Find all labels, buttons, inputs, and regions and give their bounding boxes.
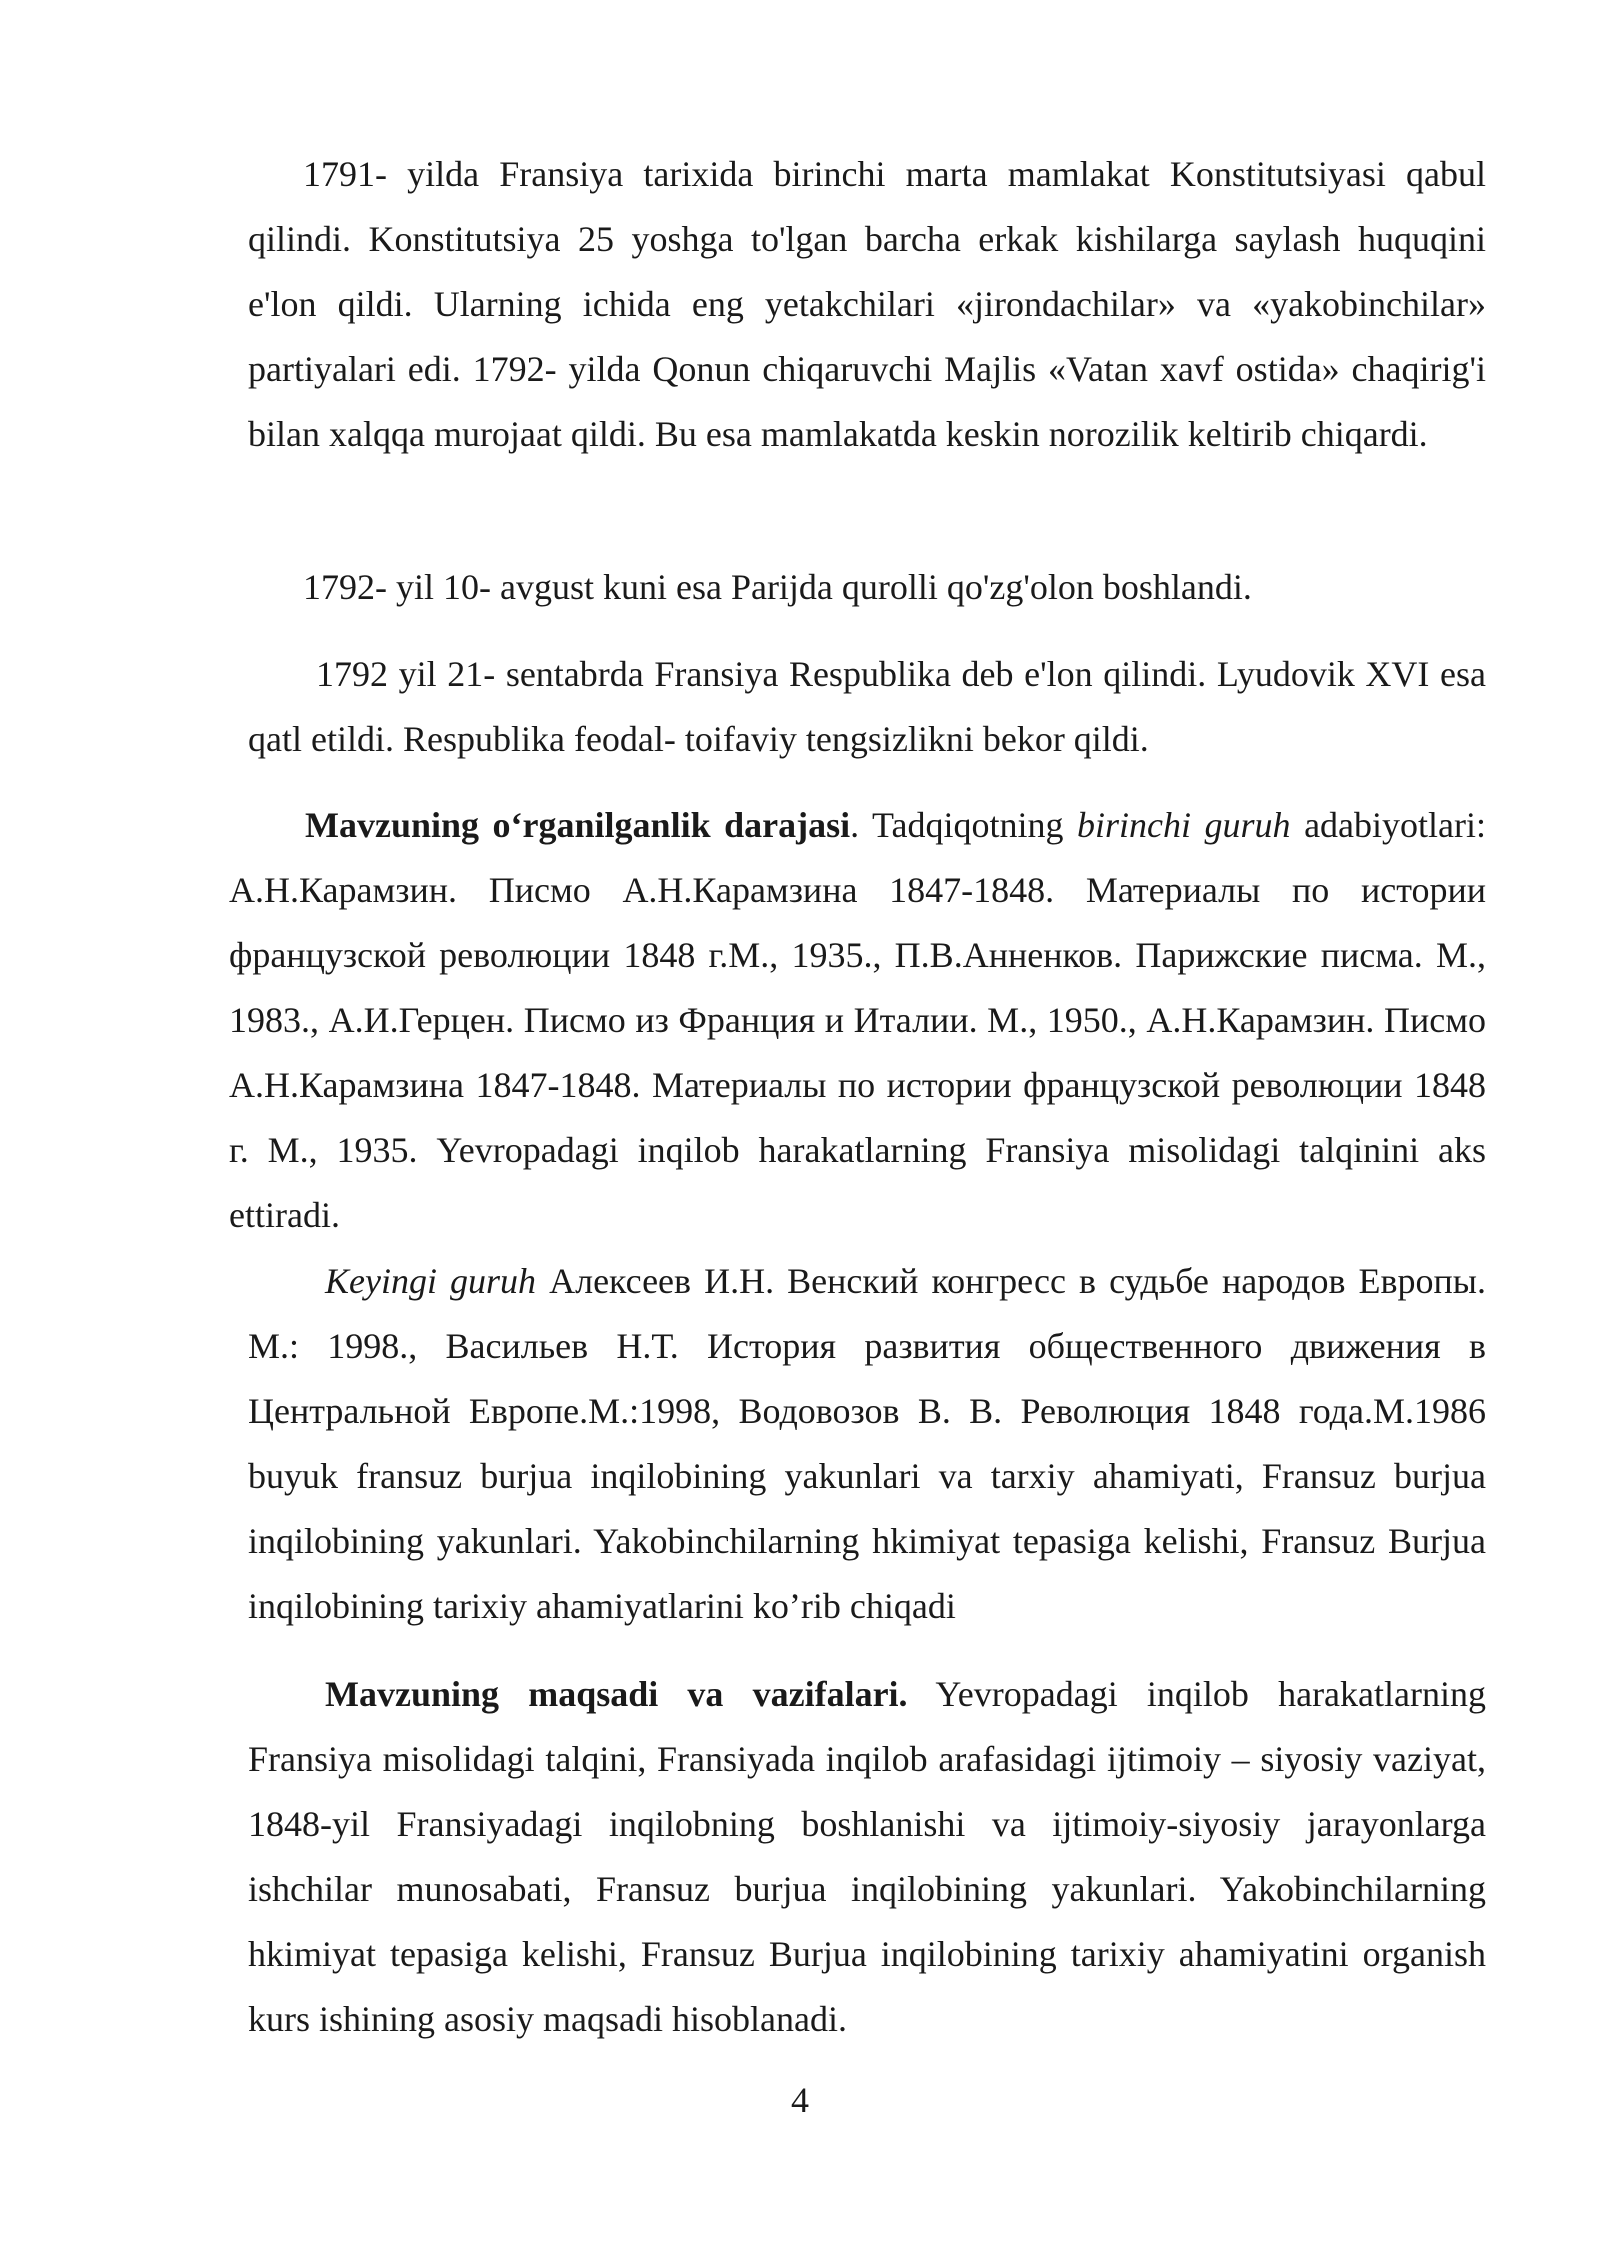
paragraph-text: Yevropadagi inqilob harakatlarning Fransiya misolidagi talqini, Fransiyada inqilob arafasidagi ijtimoiy – siyosiy vaziyat, 1848-yil Fransiyadagi inqilobning boshlanishi va ijtimoiy-siyosiy jarayonlarga ishchilar munosabati, Fransuz burjua inqilobining yakunlari. Yakobinchilarning hkimiyat tepasiga kelishi, Fransuz Burjua inqilobining tarixiy ahamiyatini organish kurs ishining asosiy maqsadi hisoblanadi. bbox=[248, 1674, 1486, 2039]
section-heading: Mavzuning maqsadi va vazifalari. bbox=[325, 1674, 908, 1714]
paragraph-text: Алексеев И.Н. Венский конгресс в судьбе народов Европы. М.: 1998., Васильев Н.Т. История развития общественного движения в Центральной Европе.М.:1998, Водовозов В. В. Революция 1848 года.М.1986 buyuk fransuz burjua inqilobining yakunlari va tarxiy ahamiyati, Fransuz burjua inqilobining yakunlari. Yakobinchilarning hkimiyat tepasiga kelishi, Fransuz Burjua inqilobining tarixiy ahamiyatlarini ko’rib chiqadi bbox=[248, 1261, 1486, 1626]
paragraph-text: 1791- yilda Fransiya tarixida birinchi marta mamlakat Konstitutsiyasi qabul qilindi. Konstitutsiya 25 yoshga to'lgan barcha erkak kishilarga saylash huquqini e'lon qildi. Ularning ichida eng yetakchilari «jirondachilar» va «yakobinchilar» partiyalari edi. 1792- yilda Qonun chiqaruvchi Majlis «Vatan xavf ostida» chaqirig'i bilan xalqqa murojaat qildi. Bu esa mamlakatda keskin norozilik keltirib chiqardi. bbox=[248, 154, 1486, 454]
page-number: 4 bbox=[791, 2080, 809, 2120]
paragraph-text: 1792 yil 21- sentabrda Fransiya Respublika deb e'lon qilindi. Lyudovik XVI esa qatl etildi. Respublika feodal- toifaviy tengsizlikni bekor qildi. bbox=[248, 654, 1486, 759]
paragraph-constitution-1791 bbox=[248, 142, 1486, 467]
paragraph-goals-tasks bbox=[248, 1662, 1486, 2052]
paragraph-text: . Tadqiqotning bbox=[850, 805, 1077, 845]
paragraph-republic-1792 bbox=[248, 642, 1486, 772]
italic-term: Keyingi guruh bbox=[325, 1261, 537, 1301]
paragraph-text: 1792- yil 10- avgust kuni esa Parijda qurolli qo'zg'olon boshlandi. bbox=[303, 567, 1252, 607]
italic-term: birinchi guruh bbox=[1077, 805, 1291, 845]
paragraph-research-level bbox=[229, 793, 1486, 1248]
section-heading: Mavzuning o‘rganilganlik darajasi bbox=[305, 805, 851, 845]
paragraph-uprising-1792 bbox=[303, 555, 1486, 620]
paragraph-text: adabiyotlari: А.Н.Карамзин. Писмо А.Н.Карамзина 1847-1848. Материалы по истории французской революции 1848 г.М., 1935., П.В.Анненков. Парижские писма. М., 1983., А.И.Герцен. Писмо из Франция и Италии. М., 1950., А.Н.Карамзин. Писмо А.Н.Карамзина 1847-1848. Материалы по истории французской революции 1848 г. М., 1935. Yevropadagi inqilob harakatlarning Fransiya misolidagi talqinini aks ettiradi. bbox=[229, 805, 1487, 1235]
paragraph-next-group bbox=[248, 1249, 1486, 1639]
